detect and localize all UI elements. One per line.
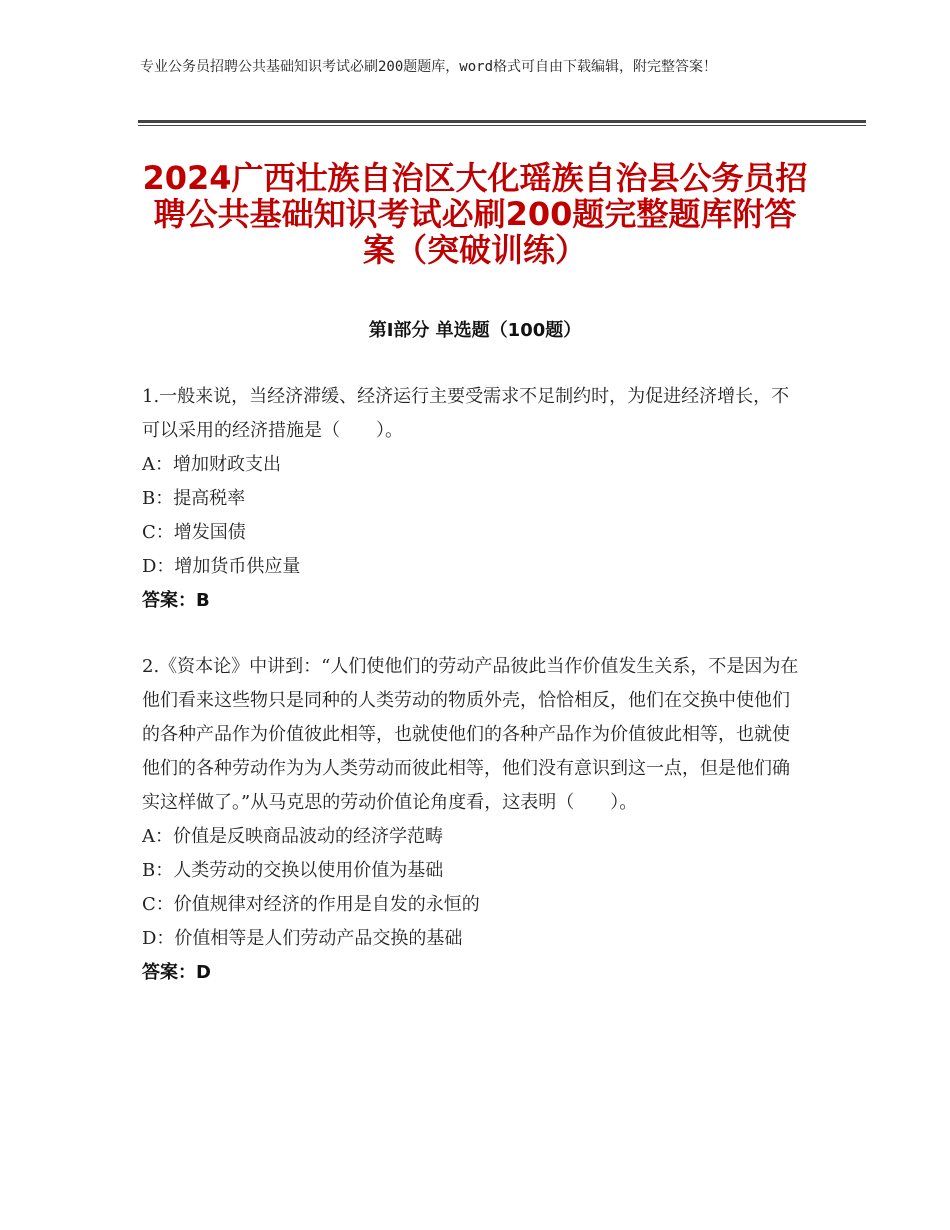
section-title: 第Ⅰ部分 单选题（100题）	[368, 320, 582, 341]
option-d: D：增加货币供应量	[142, 556, 301, 577]
question-1	[142, 380, 802, 618]
question-2	[142, 650, 802, 990]
answer-label: 答案：B	[142, 590, 210, 611]
answer-label: 答案：D	[142, 962, 211, 983]
question-stem: 2.《资本论》中讲到：“人们使他们的劳动产品彼此当作价值发生关系，不是因为在他们看来这些物只是同种的人类劳动的物质外壳，恰恰相反，他们在交换中使他们的各种产品作为价值彼此相等，也就使他们的各种产品作为价值彼此相等，也就使他们的各种劳动作为为人类劳动而彼此相等，他们没有意识到这一点，但是他们确实这样做了。”从马克思的劳动价值论角度看，这表明（ ）。	[142, 656, 799, 813]
option-a: A：增加财政支出	[142, 454, 281, 475]
option-b: B：人类劳动的交换以使用价值为基础	[142, 860, 444, 881]
header-divider	[138, 120, 866, 126]
question-stem: 1.一般来说，当经济滞缓、经济运行主要受需求不足制约时，为促进经济增长，不可以采用的经济措施是（ ）。	[142, 386, 790, 441]
option-c: C：价值规律对经济的作用是自发的永恒的	[142, 894, 480, 915]
option-a: A：价值是反映商品波动的经济学范畴	[142, 826, 443, 847]
option-b: B：提高税率	[142, 488, 246, 509]
header-note: 专业公务员招聘公共基础知识考试必刷200题题库，word格式可自由下载编辑，附完整答案！	[140, 59, 717, 75]
document-title: 2024广西壮族自治区大化瑶族自治县公务员招聘公共基础知识考试必刷200题完整题库附答案（突破训练）	[142, 159, 808, 269]
option-d: D：价值相等是人们劳动产品交换的基础	[142, 928, 463, 949]
option-c: C：增发国债	[142, 522, 246, 543]
